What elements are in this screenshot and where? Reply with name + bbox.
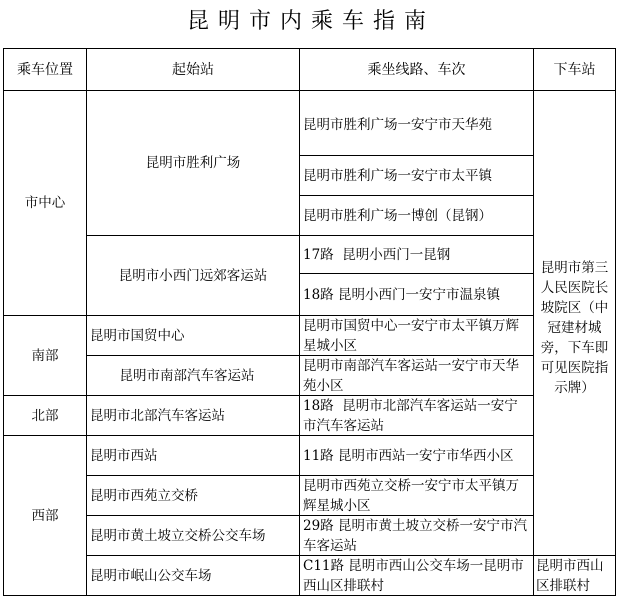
route-shengli-tianhuayuan: 昆明市胜利广场一安宁市天华苑: [303, 117, 492, 133]
start-station-shengli: 昆明市胜利广场: [145, 155, 241, 171]
section-label-west: 西部: [31, 507, 59, 524]
section-label-north: 北部: [31, 407, 59, 424]
route-shengli-taiping: 昆明市胜利广场一安宁市太平镇: [303, 167, 492, 184]
route-18-xiaoximen: 18路 昆明小西门一安宁市温泉镇: [303, 286, 500, 303]
route-guomao-taiping: 昆明市国贸中心一安宁市太平镇万辉星城小区: [303, 317, 519, 354]
header-start-station: 起始站: [172, 61, 214, 78]
stop-xishan-pailian: 昆明市西山区排联村: [536, 557, 604, 594]
route-17-xiaoximen: 17路 昆明小西门一昆钢: [303, 246, 451, 263]
page-title: 昆明市内乘车指南: [186, 9, 435, 34]
route-xiyuan-taiping: 昆明市西苑立交桥一安宁市太平镇万辉星城小区: [303, 477, 519, 514]
route-29-huangtupo: 29路 昆明市黄土坡立交桥一安宁市汽车客运站: [303, 517, 527, 554]
header-location: 乘车位置: [17, 61, 73, 78]
route-11-xizhan: 11路 昆明市西站一安宁市华西小区: [303, 447, 514, 464]
route-c11-minshan: C11路 昆明市西山公交车场一昆明市西山区排联村: [303, 557, 524, 594]
header-stop: 下车站: [553, 61, 596, 78]
section-label-center: 市中心: [24, 195, 66, 211]
start-station-nanbu: 昆明市南部汽车客运站: [119, 367, 255, 384]
start-station-xizhan: 昆明市西站: [90, 447, 158, 464]
section-label-south: 南部: [31, 347, 59, 364]
start-station-huangtupo: 昆明市黄土坡立交桥公交车场: [90, 527, 266, 544]
table-border-right: [615, 48, 616, 596]
route-nanbu-tianhuayuan: 昆明市南部汽车客运站一安宁市天华苑小区: [303, 357, 519, 394]
start-station-guomao: 昆明市国贸中心: [90, 327, 185, 344]
route-18-beibu: 18路 昆明市北部汽车客运站一安宁市汽车客运站: [303, 397, 518, 434]
stop-hospital-changpo: 昆明市第三人民医院长坡院区（中冠建材城旁，下车即可见医院指示牌）: [540, 260, 609, 396]
start-station-xiaoximen: 昆明市小西门远郊客运站: [118, 267, 268, 284]
start-station-minshan: 昆明市岷山公交车场: [90, 567, 212, 584]
header-route: 乘坐线路、车次: [367, 61, 466, 78]
start-station-xiyuan: 昆明市西苑立交桥: [90, 487, 198, 504]
start-station-beibu: 昆明市北部汽车客运站: [90, 407, 225, 424]
route-shengli-bochuang: 昆明市胜利广场一博创（昆钢）: [303, 207, 492, 224]
